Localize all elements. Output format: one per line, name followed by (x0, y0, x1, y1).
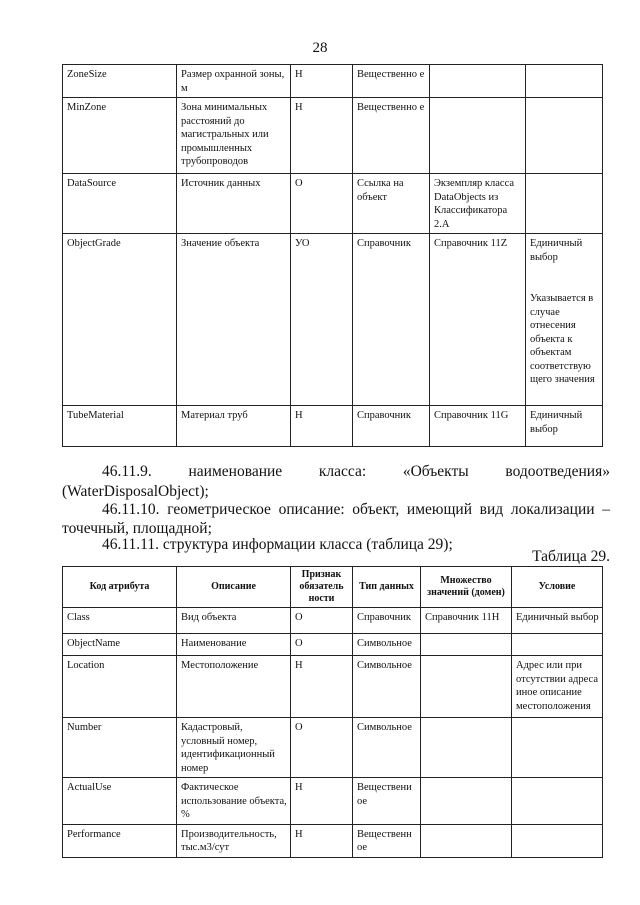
word: – (602, 501, 610, 518)
paragraph-class-name (102, 462, 610, 482)
attr-type: Символьное (353, 634, 421, 656)
attr-code: DataSource (63, 174, 177, 234)
attr-description: Материал труб (177, 406, 291, 447)
word: наименование (188, 463, 283, 480)
word: 46.11.10. (102, 501, 160, 518)
attr-required: Н (291, 656, 353, 718)
attributes-table-continued (62, 64, 603, 447)
attr-domain (430, 98, 526, 174)
word: имеющий (406, 501, 473, 518)
attr-description: Вид объекта (177, 608, 291, 634)
attr-type: Веществени ое (353, 778, 421, 825)
attr-code: ActualUse (63, 778, 177, 825)
attr-required: Н (291, 406, 353, 447)
word: объект, (352, 501, 400, 518)
attr-code: Performance (63, 824, 177, 857)
attr-condition (512, 718, 603, 778)
attr-type: Справочник (353, 234, 430, 406)
page-number: 28 (312, 40, 328, 56)
attr-description: Фактическое использование объекта, % (177, 778, 291, 825)
table-header-row (63, 567, 603, 608)
attr-required: Н (291, 824, 353, 857)
paragraph-class-name-cont: (WaterDisposalObject); (62, 483, 209, 500)
attr-domain (430, 65, 526, 98)
attr-code: ObjectName (63, 634, 177, 656)
attr-domain: Справочник 11H (421, 608, 512, 634)
attr-type: Вещественно е (353, 65, 430, 98)
table-row (63, 406, 603, 447)
header-condition: Условие (512, 567, 603, 608)
condition-text: Единичный выбор (530, 238, 583, 263)
attr-type: Ссылка на объект (353, 174, 430, 234)
attributes-table-29 (62, 566, 603, 858)
attr-required: О (291, 174, 353, 234)
attr-domain: Справочник 11G (430, 406, 526, 447)
attr-code: TubeMaterial (63, 406, 177, 447)
attr-description: Местоположение (177, 656, 291, 718)
attr-code: MinZone (63, 98, 177, 174)
attr-required: О (291, 634, 353, 656)
attr-code: Number (63, 718, 177, 778)
attr-condition (526, 234, 603, 406)
table-row (63, 234, 603, 406)
attr-type: Символьное (353, 718, 421, 778)
attr-type: Справочник (353, 406, 430, 447)
word: вид (479, 501, 504, 518)
table-row (63, 65, 603, 98)
attr-required: Н (291, 65, 353, 98)
attr-type: Символьное (353, 656, 421, 718)
attr-domain (421, 634, 512, 656)
attr-description: Значение объекта (177, 234, 291, 406)
word: описание: (278, 501, 345, 518)
attr-code: Class (63, 608, 177, 634)
paragraph-geometry (102, 500, 610, 520)
attr-condition (526, 174, 603, 234)
attr-description: Размер охранной зоны, м (177, 65, 291, 98)
header-required: Признак обязатель ности (291, 567, 353, 608)
table-row (63, 656, 603, 718)
attr-code: ObjectGrade (63, 234, 177, 406)
condition-note: Указывается в случае отнесения объекта к объектам соответствую щего значения (530, 293, 595, 385)
attr-code: ZoneSize (63, 65, 177, 98)
table-row (63, 174, 603, 234)
table-caption: Таблица 29. (532, 548, 610, 565)
table-row (63, 98, 603, 174)
attr-description: Производительность, тыс.м3/сут (177, 824, 291, 857)
attr-domain: Справочник 11Z (430, 234, 526, 406)
attr-domain (421, 656, 512, 718)
attr-code: Location (63, 656, 177, 718)
word: класса: (318, 463, 367, 480)
attr-condition: Единичный выбор (526, 406, 603, 447)
attr-domain (421, 778, 512, 825)
paragraph-structure: 46.11.11. структура информации класса (таблица 29); (102, 536, 453, 553)
word: «Объекты (402, 463, 469, 480)
attr-required: УО (291, 234, 353, 406)
attr-description: Источник данных (177, 174, 291, 234)
table-row (63, 634, 603, 656)
word: водоотведения» (505, 463, 610, 480)
header-type: Тип данных (353, 567, 421, 608)
table-row (63, 608, 603, 634)
attr-domain: Экземпляр класса DataObjects из Классификатора 2.А (430, 174, 526, 234)
attr-description: Наименование (177, 634, 291, 656)
attr-condition (512, 824, 603, 857)
attr-condition: Единичный выбор (512, 608, 603, 634)
attr-condition (512, 778, 603, 825)
header-domain: Множество значений (домен) (421, 567, 512, 608)
attr-condition: Адрес или при отсутствии адреса иное описание местоположения (512, 656, 603, 718)
attr-type: Вещественно е (353, 98, 430, 174)
attr-required: Н (291, 778, 353, 825)
header-description: Описание (177, 567, 291, 608)
attr-required: О (291, 608, 353, 634)
attr-type: Вещественн ое (353, 824, 421, 857)
table-row (63, 778, 603, 825)
attr-type: Справочник (353, 608, 421, 634)
table-row (63, 824, 603, 857)
attr-domain (421, 824, 512, 857)
attr-condition (512, 634, 603, 656)
attr-condition (526, 98, 603, 174)
attr-domain (421, 718, 512, 778)
table-row (63, 718, 603, 778)
word: 46.11.9. (102, 463, 152, 480)
header-code: Код атрибута (63, 567, 177, 608)
attr-required: Н (291, 98, 353, 174)
attr-description: Кадастровый, условный номер, идентификационный номер (177, 718, 291, 778)
paragraph-geometry-cont: точечный, площадной; (62, 520, 212, 537)
word: локализации (510, 501, 595, 518)
attr-condition (526, 65, 603, 98)
attr-description: Зона минимальных расстояний до магистральных или промышленных трубопроводов (177, 98, 291, 174)
attr-required: О (291, 718, 353, 778)
word: геометрическое (167, 501, 271, 518)
